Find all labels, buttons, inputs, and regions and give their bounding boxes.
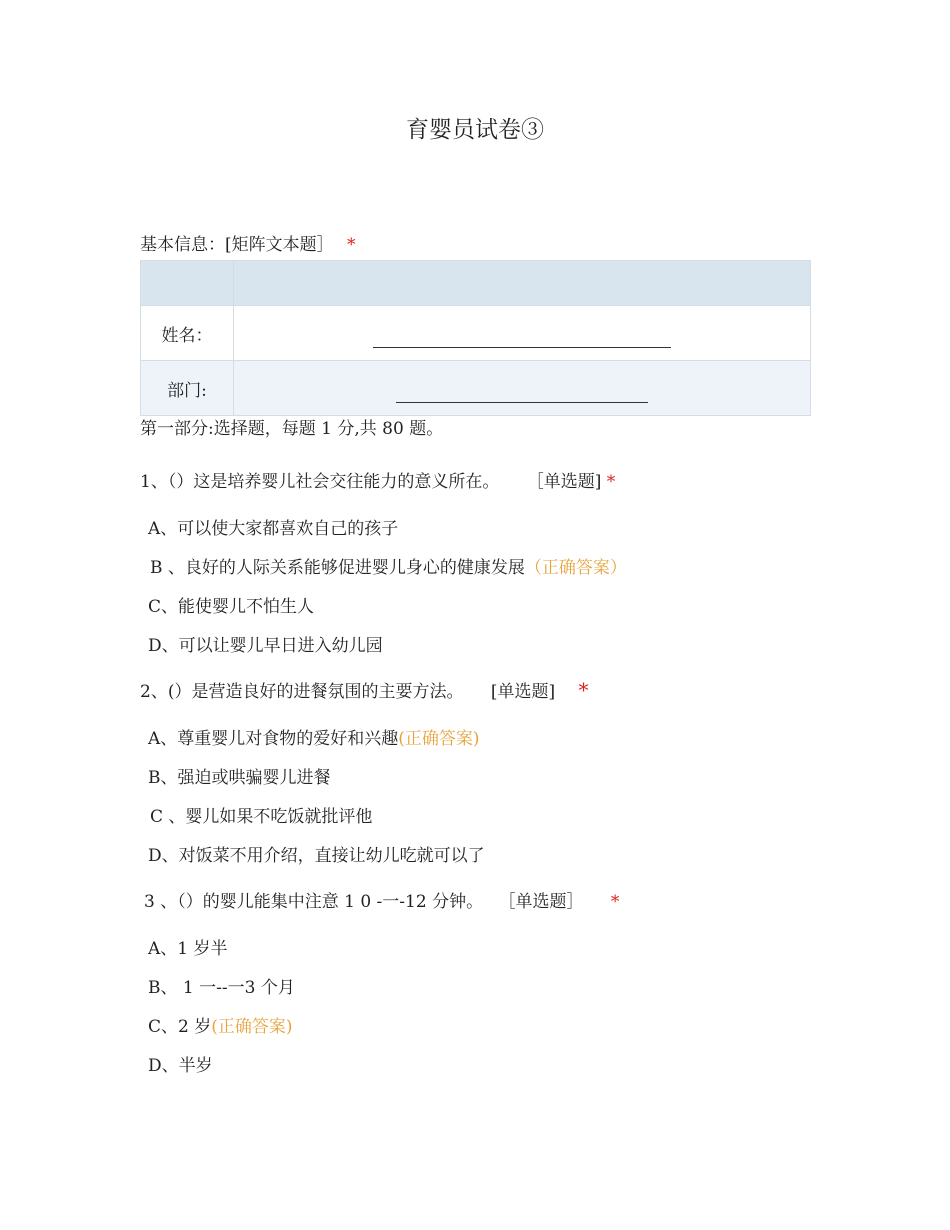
required-mark: * bbox=[347, 235, 356, 255]
option-text: B 、良好的人际关系能够促进婴儿身心的健康发展 bbox=[150, 558, 525, 578]
option-text: D、半岁 bbox=[148, 1056, 213, 1076]
department-input[interactable] bbox=[234, 361, 811, 416]
correct-answer-label: （正确答案） bbox=[524, 558, 627, 578]
page-title: 育婴员试卷③ bbox=[406, 117, 544, 143]
matrix-row-label: 部门: bbox=[141, 361, 234, 416]
matrix-row-label: 姓名： bbox=[141, 306, 234, 361]
matrix-header-cell bbox=[141, 261, 234, 306]
matrix-header-row bbox=[141, 261, 811, 306]
option-2a[interactable] bbox=[148, 724, 480, 749]
question-type-label: ［单选题] bbox=[526, 472, 602, 492]
question-text: 2、(）是营造良好的进餐氛围的主要方法。 bbox=[140, 682, 464, 702]
option-text: B、 1 一--一3 个月 bbox=[148, 978, 295, 998]
option-2b[interactable] bbox=[148, 763, 331, 788]
question-text: 1、（）这是培养婴儿社会交往能力的意义所在。 bbox=[140, 472, 500, 492]
basic-info-heading bbox=[140, 230, 356, 255]
matrix-row-name bbox=[141, 306, 811, 361]
correct-answer-label: (正确答案) bbox=[211, 1017, 293, 1037]
option-3c[interactable] bbox=[148, 1012, 293, 1037]
option-text: D、对饭菜不用介绍，直接让幼儿吃就可以了 bbox=[148, 846, 485, 866]
option-1c[interactable] bbox=[148, 592, 314, 617]
name-input-underline bbox=[373, 346, 671, 348]
option-text: C 、婴儿如果不吃饭就批评他 bbox=[150, 807, 373, 827]
option-1d[interactable] bbox=[148, 631, 383, 656]
option-text: C、能使婴儿不怕生人 bbox=[148, 597, 315, 617]
matrix-header-cell bbox=[234, 261, 811, 306]
question-2 bbox=[140, 677, 589, 702]
option-text: D、可以让婴儿早日进入幼儿园 bbox=[148, 636, 383, 656]
correct-answer-label: (正确答案) bbox=[398, 729, 480, 749]
option-2d[interactable] bbox=[148, 841, 485, 866]
option-text: A、1 岁半 bbox=[148, 939, 228, 959]
option-text: A、可以使大家都喜欢自己的孩子 bbox=[148, 519, 399, 539]
required-mark: * bbox=[606, 472, 616, 492]
option-text: A、尊重婴儿对食物的爱好和兴趣 bbox=[148, 729, 399, 749]
option-1a[interactable] bbox=[148, 514, 398, 539]
department-input-underline bbox=[396, 401, 648, 403]
question-1 bbox=[140, 467, 615, 492]
option-3d[interactable] bbox=[148, 1051, 213, 1076]
option-text: C、2 岁 bbox=[148, 1017, 212, 1037]
option-text: B、强迫或哄骗婴儿进餐 bbox=[148, 768, 331, 788]
matrix-row-department bbox=[141, 361, 811, 416]
option-2c[interactable] bbox=[150, 802, 372, 827]
option-1b[interactable] bbox=[150, 553, 627, 578]
option-3b[interactable] bbox=[148, 973, 295, 998]
basic-info-matrix bbox=[140, 260, 811, 416]
question-type-label: ［单选题］ bbox=[498, 892, 584, 912]
basic-info-label: 基本信息：[矩阵文本题］ bbox=[140, 235, 334, 255]
option-3a[interactable] bbox=[148, 934, 228, 959]
question-text: 3 、（）的婴儿能集中注意 1 0 -一-12 分钟。 bbox=[144, 892, 484, 912]
section-intro: 第一部分:选择题，每题 1 分,共 80 题。 bbox=[140, 419, 444, 439]
required-mark: * bbox=[578, 678, 589, 702]
name-input[interactable] bbox=[234, 306, 811, 361]
required-mark: * bbox=[610, 892, 620, 912]
question-type-label: [单选题] bbox=[490, 682, 556, 702]
question-3 bbox=[144, 887, 619, 912]
